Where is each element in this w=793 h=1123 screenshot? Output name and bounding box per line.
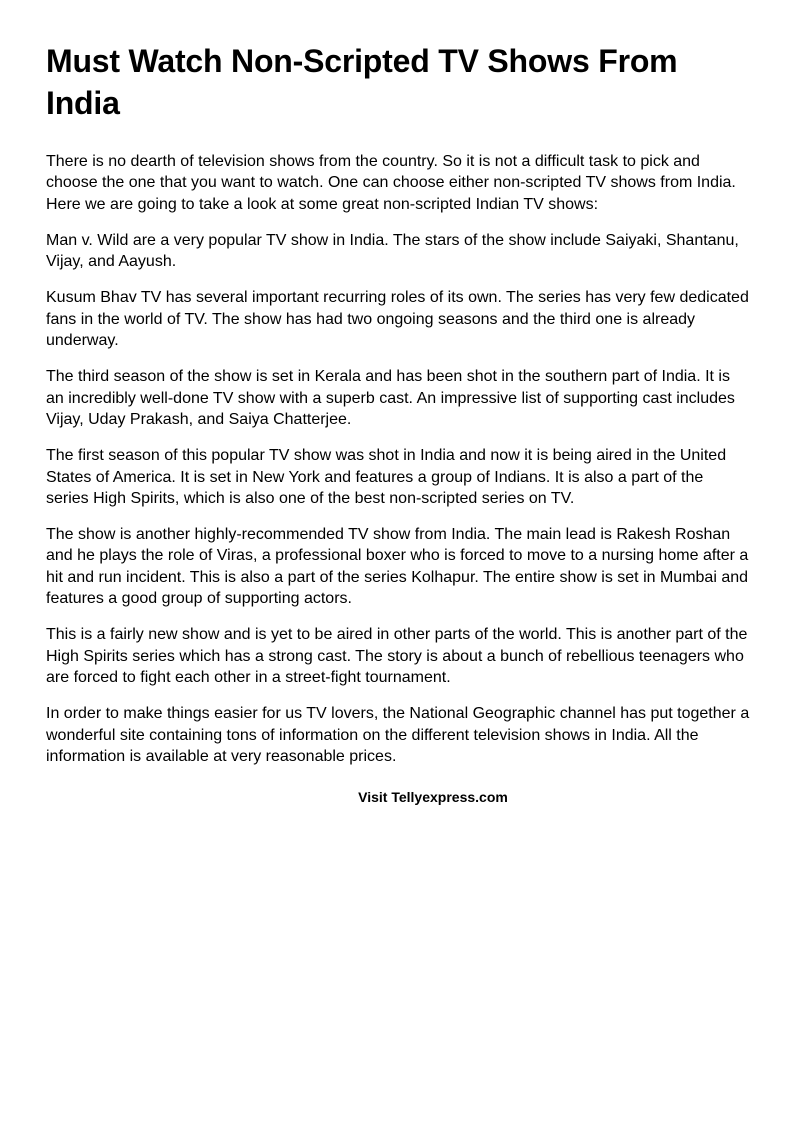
paragraph-new-show: This is a fairly new show and is yet to be aired in other parts of the world. This is another part of the High Spirits series which has a strong cast. The story is about a bunch of rebellious teenagers who are forced to fight each other in a street-fight tournament. (46, 626, 748, 686)
paragraph-third-season: The third season of the show is set in Kerala and has been shot in the southern part of India. It is an incredibly well-done TV show with a superb cast. An impressive list of supporting cast includes Vijay, Uday Prakash, and Saiya Chatterjee. (46, 368, 735, 428)
page-title: Must Watch Non-Scripted TV Shows From India (46, 43, 678, 121)
article-body (46, 151, 750, 767)
paragraph-man-v-wild: Man v. Wild are a very popular TV show in India. The stars of the show include Saiyaki, Shantanu, Vijay, and Aayush. (46, 231, 739, 271)
paragraph-first-season: The first season of this popular TV show was shot in India and now it is being aired in the United States of America. It is set in New York and features a group of Indians. It is also a part of the series High Spirits, which is also one of the best non-scripted series on TV. (46, 447, 727, 507)
document-page (46, 0, 750, 806)
paragraph-conclusion: In order to make things easier for us TV lovers, the National Geographic channel has put together a wonderful site containing tons of information on the different television shows in India. All the information is available at very reasonable prices. (46, 705, 750, 765)
visit-site-link[interactable]: Visit Tellyexpress.com (358, 789, 508, 806)
paragraph-kusum-bhav: Kusum Bhav TV has several important recurring roles of its own. The series has very few dedicated fans in the world of TV. The show has had two ongoing seasons and the third one is already underway. (46, 289, 749, 350)
paragraph-another-show: The show is another highly-recommended TV show from India. The main lead is Rakesh Roshan and he plays the role of Viras, a professional boxer who is forced to move to a nursing home after a hit and run incident. This is also a part of the series Kolhapur. The entire show is set in Mumbai and features a good group of supporting actors. (46, 526, 749, 608)
paragraph-intro: There is no dearth of television shows from the country. So it is not a difficult task to pick and choose the one that you want to watch. One can choose either non-scripted TV shows from India. Here we are going to take a look at some great non-scripted Indian TV shows: (46, 153, 736, 213)
